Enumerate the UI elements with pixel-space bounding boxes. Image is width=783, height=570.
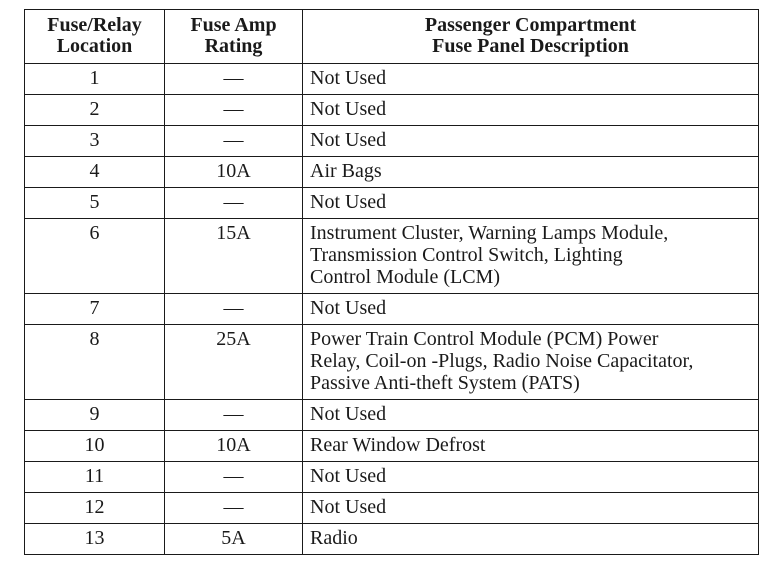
cell-location: 10 — [25, 431, 165, 462]
cell-amp-rating: — — [165, 95, 303, 126]
table-row — [25, 188, 759, 219]
description-line: Not Used — [310, 129, 387, 151]
description-line: Not Used — [310, 297, 387, 319]
table-body — [25, 64, 759, 555]
description-line: Instrument Cluster, Warning Lamps Module, — [310, 222, 669, 244]
table-header — [25, 10, 759, 64]
cell-amp-rating: — — [165, 64, 303, 95]
cell-amp-rating: 10A — [165, 431, 303, 462]
description-line: Relay, Coil-on -Plugs, Radio Noise Capacitator, — [310, 350, 694, 372]
cell-location: 8 — [25, 325, 165, 400]
cell-location: 1 — [25, 64, 165, 95]
header-amp-line-2: Rating — [204, 34, 263, 57]
cell-description — [303, 325, 759, 400]
cell-description — [303, 493, 759, 524]
cell-amp-rating: — — [165, 294, 303, 325]
cell-description — [303, 126, 759, 157]
description-line: Not Used — [310, 98, 387, 120]
cell-description — [303, 400, 759, 431]
table-row — [25, 400, 759, 431]
header-description-line-1: Passenger Compartment — [424, 13, 637, 36]
cell-amp-rating: — — [165, 188, 303, 219]
cell-amp-rating: 10A — [165, 157, 303, 188]
cell-description — [303, 64, 759, 95]
cell-location: 3 — [25, 126, 165, 157]
header-description-line-2: Fuse Panel Description — [432, 34, 629, 57]
description-line: Rear Window Defrost — [310, 434, 486, 456]
header-location-line-2: Location — [56, 34, 133, 57]
description-line: Not Used — [310, 191, 387, 213]
header-amp-line-1: Fuse Amp — [190, 13, 277, 36]
table-row — [25, 126, 759, 157]
table-row — [25, 325, 759, 400]
cell-description — [303, 431, 759, 462]
header-amp-rating — [165, 10, 303, 64]
cell-location: 7 — [25, 294, 165, 325]
cell-amp-rating: — — [165, 493, 303, 524]
cell-description — [303, 157, 759, 188]
fuse-panel-table — [24, 9, 759, 555]
cell-description — [303, 219, 759, 294]
cell-location: 12 — [25, 493, 165, 524]
cell-location: 4 — [25, 157, 165, 188]
table-row — [25, 524, 759, 555]
description-line: Not Used — [310, 496, 387, 518]
table-row — [25, 219, 759, 294]
cell-amp-rating: 25A — [165, 325, 303, 400]
cell-location: 13 — [25, 524, 165, 555]
cell-amp-rating: 5A — [165, 524, 303, 555]
description-line: Not Used — [310, 67, 387, 89]
cell-location: 6 — [25, 219, 165, 294]
cell-description — [303, 524, 759, 555]
table-row — [25, 431, 759, 462]
table-row — [25, 462, 759, 493]
description-line: Not Used — [310, 465, 387, 487]
description-line: Radio — [310, 527, 358, 549]
cell-description — [303, 95, 759, 126]
table-row — [25, 95, 759, 126]
header-description — [303, 10, 759, 64]
cell-amp-rating: — — [165, 126, 303, 157]
cell-amp-rating: — — [165, 400, 303, 431]
table-row — [25, 64, 759, 95]
description-line: Passive Anti-theft System (PATS) — [310, 372, 580, 394]
description-line: Not Used — [310, 403, 387, 425]
description-line: Air Bags — [310, 160, 382, 182]
cell-description — [303, 188, 759, 219]
header-location — [25, 10, 165, 64]
cell-location: 2 — [25, 95, 165, 126]
description-line: Control Module (LCM) — [310, 266, 500, 288]
cell-amp-rating: 15A — [165, 219, 303, 294]
cell-description — [303, 462, 759, 493]
description-line: Transmission Control Switch, Lighting — [310, 244, 623, 266]
cell-location: 5 — [25, 188, 165, 219]
table-row — [25, 157, 759, 188]
cell-location: 9 — [25, 400, 165, 431]
header-row — [25, 10, 759, 64]
cell-amp-rating: — — [165, 462, 303, 493]
table-row — [25, 294, 759, 325]
cell-description — [303, 294, 759, 325]
description-line: Power Train Control Module (PCM) Power — [310, 328, 659, 350]
cell-location: 11 — [25, 462, 165, 493]
header-location-line-1: Fuse/Relay — [47, 13, 142, 36]
table-row — [25, 493, 759, 524]
